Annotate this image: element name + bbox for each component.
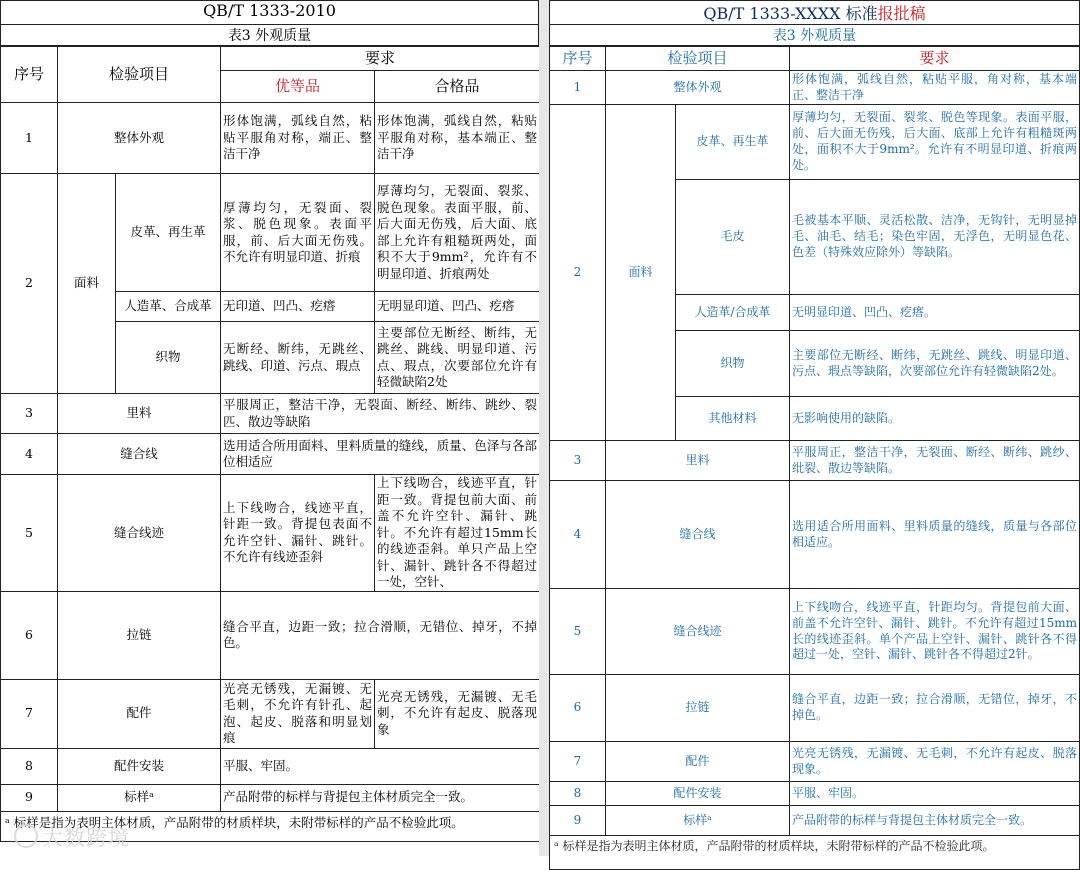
row-number: 3	[550, 441, 606, 481]
table-row	[550, 105, 1080, 180]
table-row	[550, 441, 1080, 481]
row-number: 9	[550, 806, 606, 836]
right-standard-panel	[549, 0, 1080, 856]
table-row	[1, 748, 540, 784]
row-requirement: 平服、牢固。	[790, 782, 1080, 806]
row-grade1: 形体饱满，弧线自然，粘贴平服角对称，端正、整洁干净	[221, 103, 375, 174]
table-row	[1, 434, 540, 475]
row-requirement: 平服周正，整洁干净，无裂面、断经、断纬、跳纱、纰裂、散边等缺陷。	[790, 441, 1080, 481]
row-item: 标样ᵃ	[58, 784, 221, 811]
row-grade1: 光亮无锈残，无漏镀、无毛刺，不允许有针孔、起泡、起皮、脱落和明显划痕	[221, 679, 375, 748]
row-requirement: 厚薄均匀，无裂面、裂浆、脱色等现象。表面平服，前、后大面无伤残，后大面、底部上允许有粗糙斑两处，面积不大于9mm²。允许有不明显印道、折痕两处。	[790, 105, 1080, 180]
row-item: 里料	[606, 441, 790, 481]
appearance-quality-table	[549, 46, 1080, 870]
row-item: 拉链	[606, 675, 790, 742]
row-grade1: 厚薄均匀，无裂面、裂浆、脱色现象。表面平服，前、后大面无伤残。不允许有明显印道、折痕	[221, 174, 375, 292]
sub-item: 织物	[676, 331, 790, 397]
panel-divider	[539, 0, 549, 856]
header-grade-superior: 优等品	[221, 71, 375, 103]
row-requirement: 毛被基本平顺、灵活松散、洁净，无钩针，无明显掉毛、油毛、结毛；染色牢固，无浮色，无明显色花、色差（特殊效应除外）等缺陷。	[790, 180, 1080, 295]
row-requirement: 无影响使用的缺陷。	[790, 397, 1080, 441]
row-item: 面料	[58, 174, 116, 394]
row-item: 配件	[606, 742, 790, 782]
row-number: 5	[550, 589, 606, 675]
row-requirement: 产品附带的标样与背提包主体材质完全一致。	[221, 784, 540, 811]
table-row	[1, 174, 540, 292]
row-requirement: 产品附带的标样与背提包主体材质完全一致。	[790, 806, 1080, 836]
header-requirement: 要求	[790, 47, 1080, 71]
table-row	[550, 806, 1080, 836]
row-number: 7	[550, 742, 606, 782]
table-row	[1, 679, 540, 748]
row-grade1: 无断经、断纬，无跳丝、跳线、印道、污点、瑕点	[221, 322, 375, 394]
table-row	[550, 71, 1080, 105]
left-standard-panel	[0, 0, 539, 856]
table-row	[1, 475, 540, 592]
row-number: 1	[1, 103, 58, 174]
standard-prefix: QB/T 1333-XXXX 标准	[703, 4, 878, 23]
row-grade2: 上下线吻合，线迹平直，针距一致。背提包前大面、前盖不允许空针、漏针、跳针。不允许有超过15mm长的线迹歪斜。单只产品上空针、漏针、跳针各不得超过一处，空针、	[375, 475, 540, 592]
sub-item: 织物	[116, 322, 221, 394]
table-row	[550, 675, 1080, 742]
footnote: ᵃ 标样是指为表明主体材质，产品附带的材质样块，未附带标样的产品不检验此项。	[550, 836, 1080, 870]
header-item: 检验项目	[606, 47, 790, 71]
header-seq: 序号	[550, 47, 606, 71]
row-number: 8	[550, 782, 606, 806]
row-requirement: 主要部位无断经、断纬，无跳丝、跳线、明显印道、污点、瑕点等缺陷，次要部位允许有轻微缺陷2处。	[790, 331, 1080, 397]
standard-number: QB/T 1333-2010	[0, 0, 539, 25]
table-row	[550, 782, 1080, 806]
row-requirement: 选用适合所用面料、里料质量的缝线，质量、色泽与各部位相适应	[221, 434, 540, 475]
watermark	[14, 822, 130, 852]
row-number: 5	[1, 475, 58, 592]
row-item: 配件	[58, 679, 221, 748]
row-grade2: 形体饱满，弧线自然，粘贴平服角对称，基本端正、整洁干净	[375, 103, 540, 174]
row-number: 1	[550, 71, 606, 105]
row-requirement: 缝合平直，边距一致；拉合滑顺，无错位、掉牙，不掉色。	[221, 591, 540, 679]
row-number: 8	[1, 748, 58, 784]
header-grade-qualified: 合格品	[375, 71, 540, 103]
row-requirement: 光亮无锈残，无漏镀、无毛刺，不允许有起皮、脱落现象。	[790, 742, 1080, 782]
row-grade2: 主要部位无断经、断纬，无跳丝、跳线、明显印道、污点、瑕点，次要部位允许有轻微缺陷2处	[375, 322, 540, 394]
standard-number	[549, 0, 1080, 25]
sub-item: 毛皮	[676, 180, 790, 295]
row-requirement: 形体饱满，弧线自然，粘贴平服，角对称，基本端正、整洁干净	[790, 71, 1080, 105]
table-row	[550, 742, 1080, 782]
table-title: 表3 外观质量	[0, 25, 539, 46]
row-item: 缝合线	[606, 481, 790, 589]
row-requirement: 选用适合所用面料、里料质量的缝线，质量与各部位相适应。	[790, 481, 1080, 589]
row-item: 缝合线迹	[606, 589, 790, 675]
row-requirement: 上下线吻合，线迹平直，针距均匀。背提包前大面、前盖不允许空针、漏针、跳针。不允许有超过15mm长的线迹歪斜。单个产品上空针、漏针、跳针各不得超过一处，空针、漏针、跳针各不得超过2针。	[790, 589, 1080, 675]
row-number: 2	[1, 174, 58, 394]
row-number: 3	[1, 394, 58, 434]
row-grade1: 无印道、凹凸、疙瘩	[221, 292, 375, 322]
row-number: 7	[1, 679, 58, 748]
table-row	[550, 589, 1080, 675]
row-item: 面料	[606, 105, 676, 441]
sub-item: 人造革/合成革	[676, 295, 790, 331]
row-item: 配件安装	[58, 748, 221, 784]
table-row	[1, 784, 540, 811]
table-row	[550, 481, 1080, 589]
table-row	[1, 394, 540, 434]
sub-item: 人造革、合成革	[116, 292, 221, 322]
row-item: 整体外观	[606, 71, 790, 105]
row-item: 里料	[58, 394, 221, 434]
sub-item: 皮革、再生革	[116, 174, 221, 292]
row-grade2: 厚薄均匀，无裂面、裂浆、脱色现象。表面平服，前、后大面无伤残，后大面、底部上允许有粗糙斑两处，面积不大于9mm²，允许有不明显印道、折痕两处	[375, 174, 540, 292]
row-requirement: 平服周正，整洁干净，无裂面、断经、断纬、跳纱、裂匹、散边等缺陷	[221, 394, 540, 434]
row-item: 缝合线	[58, 434, 221, 475]
table-title: 表3 外观质量	[549, 25, 1080, 46]
row-requirement: 平服、牢固。	[221, 748, 540, 784]
watermark-text: 大数跨境	[42, 826, 130, 850]
header-requirement: 要求	[221, 47, 540, 71]
row-number: 6	[1, 591, 58, 679]
header-item: 检验项目	[58, 47, 221, 103]
row-item: 配件安装	[606, 782, 790, 806]
row-grade1: 上下线吻合，线迹平直，针距一致。背提包表面不允许空针、漏针、跳针。不允许有线迹歪斜	[221, 475, 375, 592]
row-item: 标样ᵃ	[606, 806, 790, 836]
row-item: 拉链	[58, 591, 221, 679]
sub-item: 皮革、再生革	[676, 105, 790, 180]
footnote: ᵃ 标样是指为表明主体材质，产品附带的材质样块，未附带标样的产品不检验此项。	[1, 811, 540, 841]
appearance-quality-table	[0, 46, 540, 842]
row-number: 4	[550, 481, 606, 589]
row-requirement: 缝合平直，边距一致；拉合滑顺，无错位，掉牙，不掉色。	[790, 675, 1080, 742]
row-requirement: 无明显印道、凹凸、疙瘩。	[790, 295, 1080, 331]
row-grade2: 光亮无锈残，无漏镀、无毛刺，不允许有起皮、脱落现象	[375, 679, 540, 748]
row-item: 整体外观	[58, 103, 221, 174]
row-number: 6	[550, 675, 606, 742]
sub-item: 其他材料	[676, 397, 790, 441]
table-row	[1, 591, 540, 679]
watermark-logo-icon	[14, 824, 38, 848]
draft-label: 报批稿	[877, 4, 926, 23]
table-row	[1, 103, 540, 174]
header-seq: 序号	[1, 47, 58, 103]
row-item: 缝合线迹	[58, 475, 221, 592]
row-grade2: 无明显印道、凹凸、疙瘩	[375, 292, 540, 322]
row-number: 2	[550, 105, 606, 441]
row-number: 9	[1, 784, 58, 811]
row-number: 4	[1, 434, 58, 475]
